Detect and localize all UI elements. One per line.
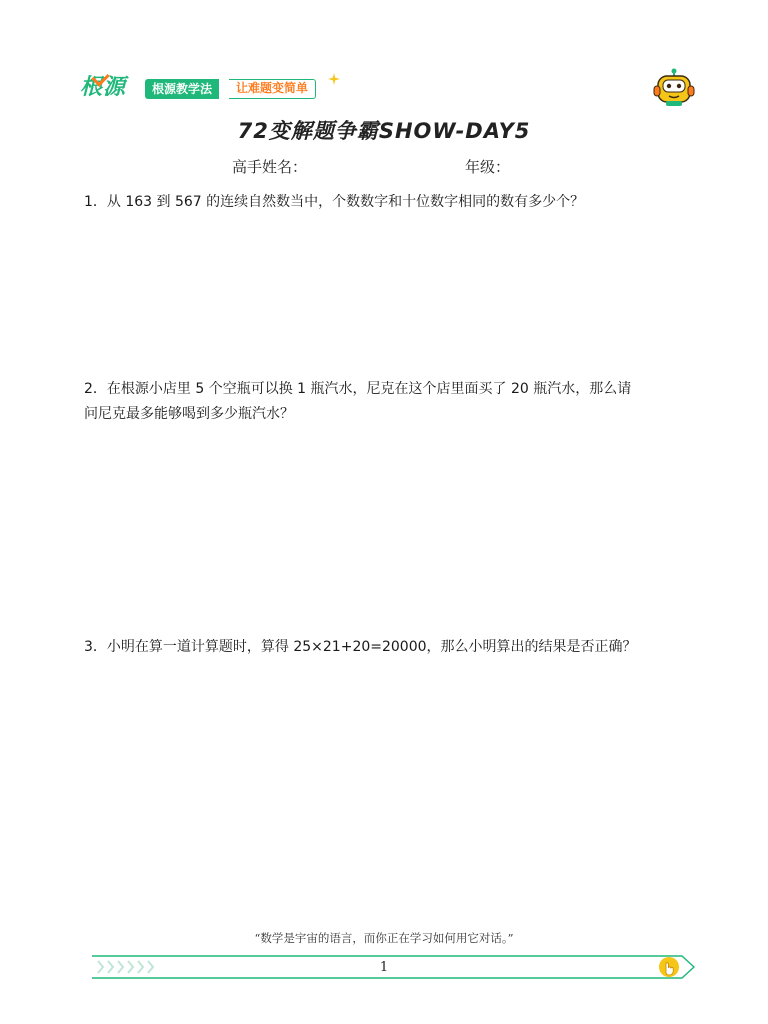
question-line: 1．从 163 到 567 的连续自然数当中，个数数字和十位数字相同的数有多少个？	[84, 194, 585, 210]
chevron-arrows-icon	[98, 961, 153, 973]
sparkle-icon	[328, 73, 340, 85]
page-number: 1	[379, 960, 389, 975]
grade-label: 年级：	[465, 158, 511, 176]
hand-pointer-icon	[657, 956, 681, 978]
name-label: 高手姓名：	[232, 158, 308, 176]
page-title: 72变解题争霸SHOW-DAY5	[237, 119, 531, 143]
question-line: 3．小明在算一道计算题时，算得 25×21+20=20000，那么小明算出的结果是否正确？	[84, 639, 637, 655]
question-2	[84, 377, 694, 427]
mascot-icon	[652, 68, 696, 108]
brand-badge-method: 根源教学法	[145, 79, 219, 99]
question-line: 2．在根源小店里 5 个空瓶可以换 1 瓶汽水，尼克在这个店里面买了 20 瓶汽水，那么请	[84, 381, 632, 397]
question-line: 问尼克最多能够喝到多少瓶汽水？	[84, 406, 294, 422]
brand-badge-slogan: 让难题变简单	[229, 79, 316, 99]
brand-logo: 根源	[80, 75, 127, 100]
question-1	[84, 190, 694, 215]
question-3	[84, 635, 694, 660]
footer-quote: “数学是宇宙的语言，而你正在学习如何用它对话。”	[254, 931, 514, 945]
